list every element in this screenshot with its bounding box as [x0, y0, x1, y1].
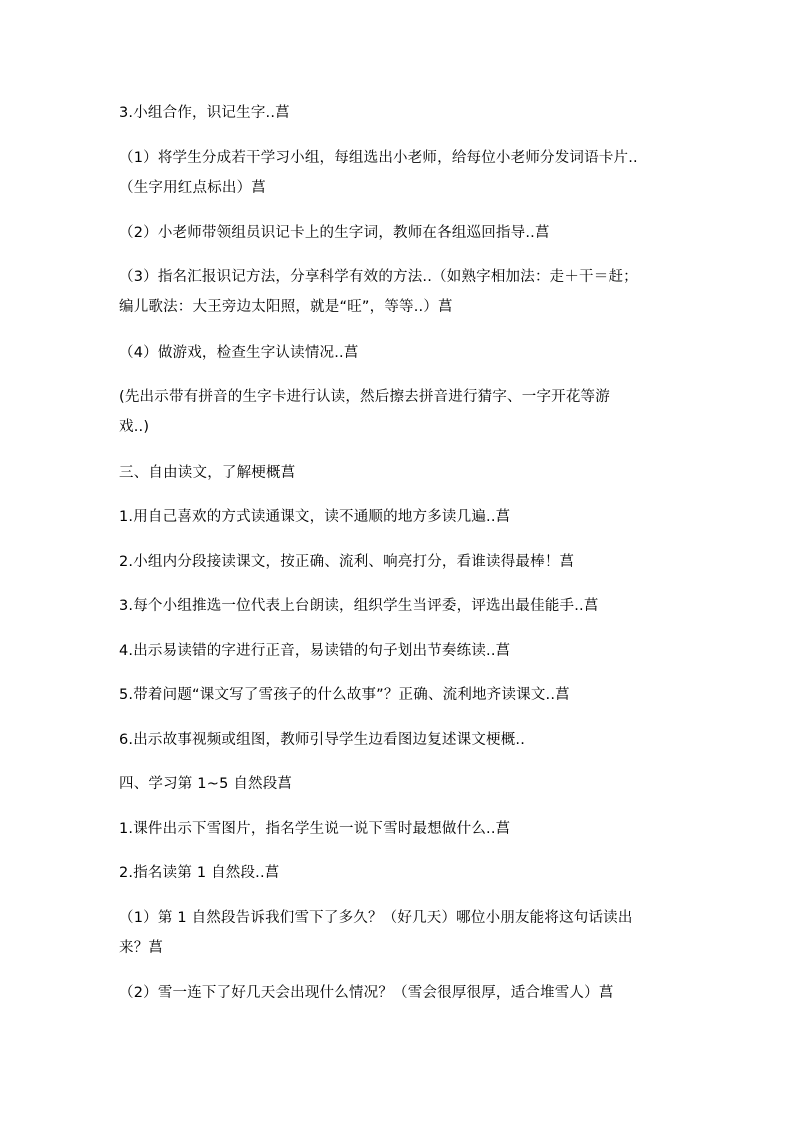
text-line: 四、学习第 1~5 自然段菖 [119, 776, 293, 792]
paragraph [119, 338, 679, 368]
text-line: （生字用红点标出）菖 [119, 180, 266, 196]
paragraph [119, 636, 679, 666]
text-line: （2）雪一连下了好几天会出现什么情况？（雪会很厚很厚，适合堆雪人）菖 [119, 985, 614, 1001]
text-line: 5.带着问题“课文写了雪孩子的什么故事”？正确、流利地齐读课文..菖 [119, 687, 570, 703]
text-line: （1）第 1 自然段告诉我们雪下了多久？（好几天）哪位小朋友能将这句话读出 [119, 910, 633, 926]
text-line: 4.出示易读错的字进行正音，易读错的句子划出节奏练读..菖 [119, 643, 511, 659]
paragraph [119, 978, 679, 1008]
text-line: 1.用自己喜欢的方式读通课文，读不通顺的地方多读几遍..菖 [119, 509, 511, 525]
paragraph [119, 814, 679, 844]
paragraph [119, 591, 679, 621]
paragraph [119, 858, 679, 888]
paragraph [119, 218, 679, 248]
paragraph [119, 680, 679, 710]
text-line: 来？菖 [119, 940, 164, 956]
text-line: 6.出示故事视频或组图，教师引导学生边看图边复述课文梗概.. [119, 732, 526, 748]
text-line: 3.小组合作，识记生字..菖 [119, 105, 290, 121]
paragraph [119, 98, 679, 128]
paragraph [119, 502, 679, 532]
text-line: 编儿歌法：大王旁边太阳照，就是“旺”，等等..）菖 [119, 299, 453, 315]
text-line: (先出示带有拼音的生字卡进行认读，然后擦去拼音进行猜字、一字开花等游 [119, 389, 610, 405]
text-line: 1.课件出示下雪图片，指名学生说一说下雪时最想做什么..菖 [119, 821, 511, 837]
section-heading [119, 769, 679, 799]
paragraph [119, 903, 679, 963]
paragraph [119, 143, 679, 203]
text-line: （3）指名汇报识记方法，分享科学有效的方法..（如熟字相加法：走＋干＝赶； [119, 269, 638, 285]
section-heading [119, 458, 679, 488]
paragraph [119, 382, 679, 442]
text-line: 2.小组内分段接读课文，按正确、流利、响亮打分，看谁读得最棒！菖 [119, 554, 575, 570]
text-line: （2）小老师带领组员识记卡上的生字词，教师在各组巡回指导..菖 [119, 225, 550, 241]
paragraph [119, 547, 679, 577]
text-line: 戏..) [119, 419, 150, 435]
text-line: （4）做游戏，检查生字认读情况..菖 [119, 345, 359, 361]
text-line: （1）将学生分成若干学习小组，每组选出小老师，给每位小老师分发词语卡片.. [119, 150, 638, 166]
text-line: 2.指名读第 1 自然段..菖 [119, 865, 280, 881]
paragraph [119, 725, 679, 755]
paragraph [119, 262, 679, 322]
text-line: 三、自由读文，了解梗概菖 [119, 465, 296, 481]
text-line: 3.每个小组推选一位代表上台朗读，组织学生当评委，评选出最佳能手..菖 [119, 598, 599, 614]
